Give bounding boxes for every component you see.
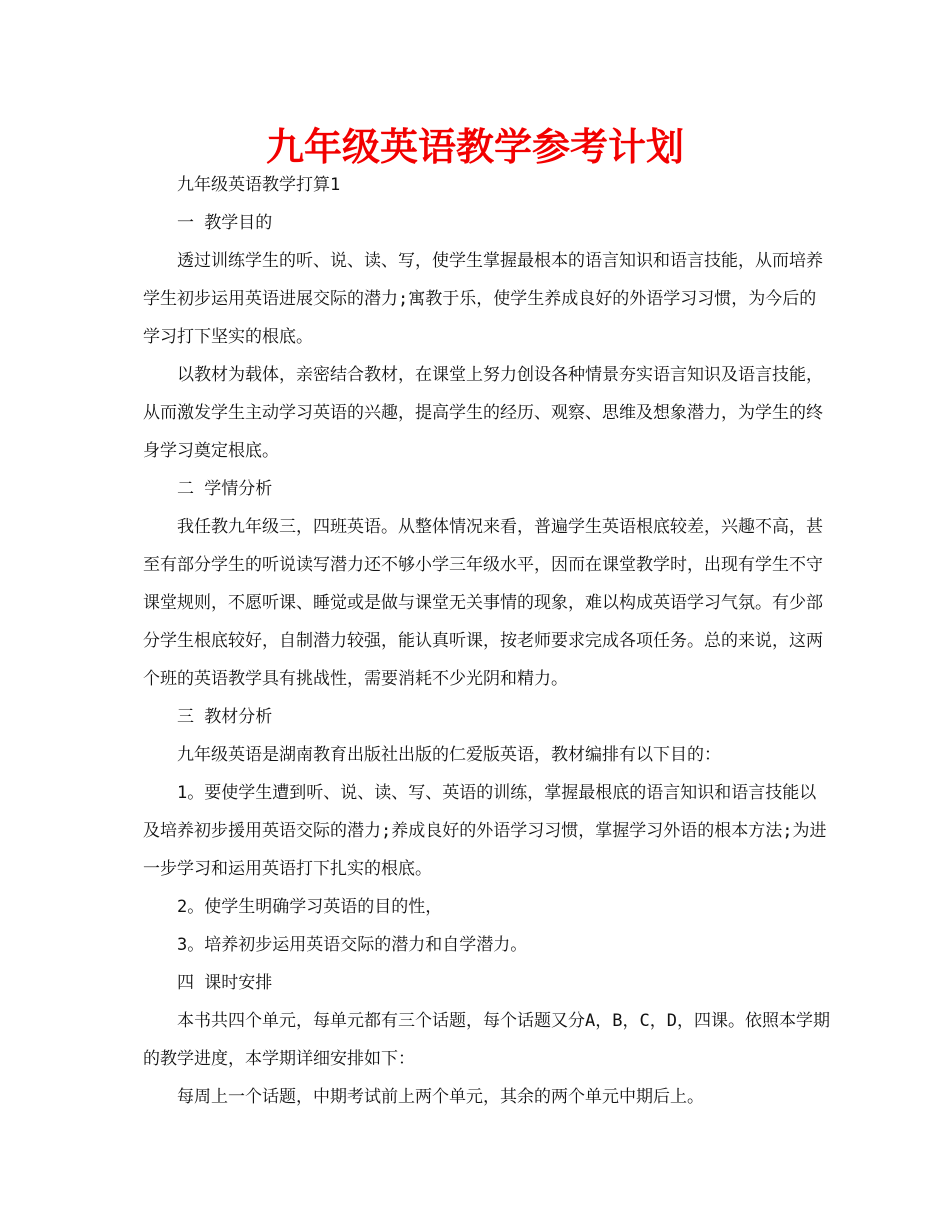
section-heading: 四 课时安排 xyxy=(177,973,273,993)
section-heading: 一 教学目的 xyxy=(177,213,273,233)
paragraph: 九年级英语是湖南教育出版社出版的仁爱版英语，教材编排有以下目的： xyxy=(177,745,721,765)
paragraph: 3。培养初步运用英语交际的潜力和自学潜力。 xyxy=(177,935,528,955)
paragraph: 九年级英语教学打算1 xyxy=(177,175,341,195)
paragraph: 我任教九年级三，四班英语。从整体情况来看，普遍学生英语根底较差，兴趣不高，甚至有部分学生的听说读写潜力还不够小学三年级水平，因而在课堂教学时，出现有学生不守课堂规则，不愿听课、睡觉或是做与课堂无关事情的现象，难以构成英语学习气氛。有少部分学生根底较好，自制潜力较强，能认真听课，按老师要求完成各项任务。总的来说，这两个班的英语教学具有挑战性，需要消耗不少光阴和精力。 xyxy=(143,517,823,689)
section-heading: 二 学情分析 xyxy=(177,479,273,499)
paragraph: 本书共四个单元，每单元都有三个话题，每个话题又分A，B，C，D，四课。依照本学期的教学进度，本学期详细安排如下： xyxy=(143,1011,830,1069)
document-body xyxy=(143,166,833,1116)
paragraph: 1。要使学生遭到听、说、读、写、英语的训练，掌握最根底的语言知识和语言技能以及培养初步援用英语交际的潜力;养成良好的外语学习习惯，掌握学习外语的根本方法;为进一步学习和运用英语打下扎实的根底。 xyxy=(143,783,827,879)
document-title: 九年级英语教学参考计划 xyxy=(265,124,684,169)
paragraph: 2。使学生明确学习英语的目的性， xyxy=(177,897,443,917)
section-heading: 三 教材分析 xyxy=(177,707,273,727)
paragraph: 以教材为载体，亲密结合教材，在课堂上努力创设各种情景夯实语言知识及语言技能，从而激发学生主动学习英语的兴趣，提高学生的经历、观察、思维及想象潜力，为学生的终身学习奠定根底。 xyxy=(143,365,823,461)
paragraph: 每周上一个话题，中期考试前上两个单元，其余的两个单元中期后上。 xyxy=(177,1087,704,1107)
paragraph: 透过训练学生的听、说、读、写，使学生掌握最根本的语言知识和语言技能，从而培养学生初步运用英语进展交际的潜力;寓教于乐，使学生养成良好的外语学习习惯，为今后的学习打下坚实的根底。 xyxy=(143,251,823,347)
